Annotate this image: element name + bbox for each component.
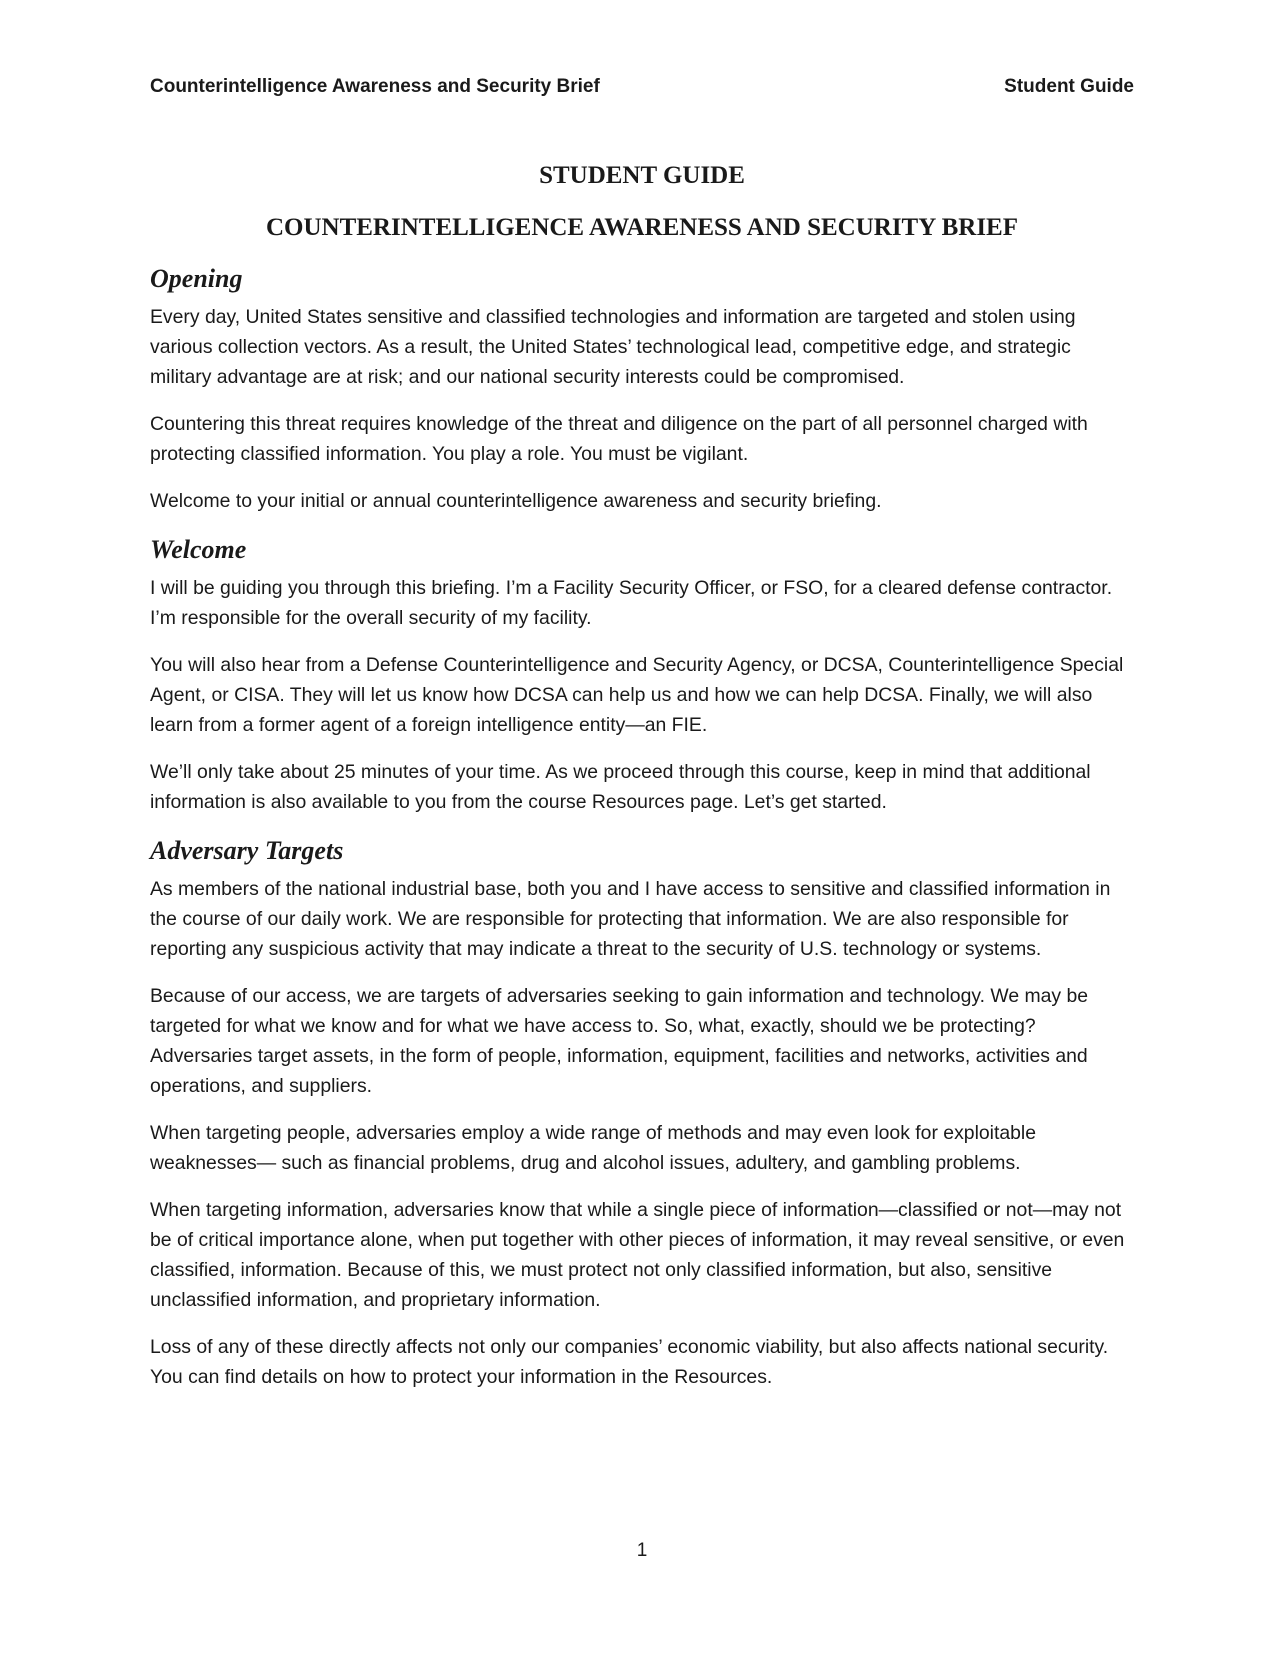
section-opening: [150, 262, 1134, 516]
section-heading: Adversary Targets: [150, 836, 344, 865]
header-document-title: Counterintelligence Awareness and Security Brief: [150, 76, 600, 97]
paragraph: When targeting information, adversaries know that while a single piece of information—classified or not—may not be of critical importance alone, when put together with other pieces of information, it may reveal sensitive, or even classified, information. Because of this, we must protect not only classified information, but also, sensitive unclassified information, and proprietary information.: [150, 1199, 1125, 1311]
paragraph: When targeting people, adversaries employ a wide range of methods and may even look for exploitable weaknesses— such as financial problems, drug and alcohol issues, adultery, and gambling problems.: [150, 1122, 1037, 1174]
section-heading: Opening: [150, 264, 243, 293]
paragraph: As members of the national industrial base, both you and I have access to sensitive and classified information in the course of our daily work. We are responsible for protecting that information. We are also responsible for reporting any suspicious activity that may indicate a threat to the security of U.S. technology or systems.: [150, 878, 1111, 960]
section-welcome: [150, 533, 1134, 817]
document-subtitle: COUNTERINTELLIGENCE AWARENESS AND SECURITY BRIEF: [265, 214, 1019, 241]
paragraph: Countering this threat requires knowledge of the threat and diligence on the part of all personnel charged with protecting classified information. You play a role. You must be vigilant.: [150, 413, 1088, 465]
paragraph: I will be guiding you through this briefing. I’m a Facility Security Officer, or FSO, for a cleared defense contractor. I’m responsible for the overall security of my facility.: [150, 577, 1113, 629]
document-title: STUDENT GUIDE: [539, 162, 745, 189]
document-body: [150, 262, 1134, 1409]
header-guide-label: Student Guide: [1004, 76, 1134, 97]
running-header: [150, 76, 1134, 98]
paragraph: Because of our access, we are targets of adversaries seeking to gain information and technology. We may be targeted for what we know and for what we have access to. So, what, exactly, should we be protecting? Adversaries target assets, in the form of people, information, equipment, facilities and networks, activities and operations, and suppliers.: [150, 985, 1089, 1097]
paragraph: You will also hear from a Defense Counterintelligence and Security Agency, or DCSA, Counterintelligence Special Agent, or CISA. They will let us know how DCSA can help us and how we can help DCSA. Finally, we will also learn from a former agent of a foreign intelligence entity—an FIE.: [150, 654, 1124, 736]
document-page: [150, 0, 1134, 1656]
paragraph: We’ll only take about 25 minutes of your time. As we proceed through this course, keep in mind that additional information is also available to you from the course Resources page. Let’s get started.: [150, 761, 1091, 813]
paragraph: Loss of any of these directly affects not only our companies’ economic viability, but also affects national security. You can find details on how to protect your information in the Resources.: [150, 1336, 1109, 1388]
document-title-block: [150, 160, 1134, 244]
page-number: 1: [636, 1540, 648, 1561]
paragraph: Every day, United States sensitive and classified technologies and information are targeted and stolen using various collection vectors. As a result, the United States’ technological lead, competitive edge, and strategic military advantage are at risk; and our national security interests could be compromised.: [150, 306, 1076, 388]
section-heading: Welcome: [150, 535, 247, 564]
paragraph: Welcome to your initial or annual counterintelligence awareness and security briefing.: [150, 490, 882, 512]
section-adversary-targets: [150, 834, 1134, 1392]
